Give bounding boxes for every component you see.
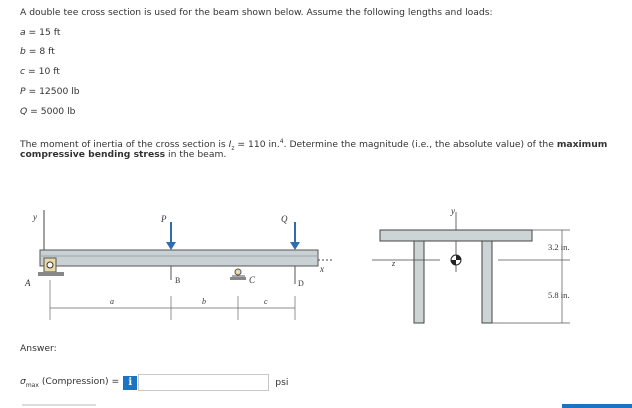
label-Q: Q [281, 214, 288, 224]
label-z: z [392, 259, 396, 268]
roller-support-icon [230, 269, 246, 280]
answer-input[interactable] [138, 374, 269, 391]
question-intro: A double tee cross section is used for the beam shown below. Assume the following lengths and loads: [20, 7, 493, 18]
y-label-left: y [33, 212, 37, 222]
param-Q: Q = 5000 lb [20, 106, 76, 117]
load-arrow-Q [290, 222, 300, 250]
answer-label: Answer: [20, 343, 57, 354]
label-b: b [202, 297, 206, 306]
label-c: c [264, 297, 268, 306]
label-a: a [110, 297, 114, 306]
param-c: c = 10 ft [20, 66, 60, 77]
beam [40, 250, 318, 266]
centroid-icon [451, 255, 461, 265]
sigma-label: $\sigma_{max}$ (Compression) = [20, 376, 120, 389]
dimension-line-abc [50, 280, 295, 320]
label-D: D [298, 279, 304, 288]
question-compressive-line: compressive bending stress in the beam. [20, 149, 227, 160]
load-arrow-P [166, 222, 176, 250]
label-C: C [249, 275, 256, 285]
beam-figure [20, 200, 612, 340]
answer-row [20, 374, 288, 391]
dim-bottom: 5.8 in. [548, 290, 570, 300]
unit-label: psi [275, 377, 289, 388]
param-P: P = 12500 lb [20, 86, 80, 97]
label-P: P [161, 214, 167, 224]
label-A: A [25, 278, 31, 288]
info-icon[interactable]: i [123, 376, 137, 390]
submit-button-edge[interactable] [562, 404, 632, 408]
label-B: B [175, 276, 181, 285]
question-moment-line: The moment of inertia of the cross section is $I_z = 110$ in.$^4$. Determine the magnitude (i.e., the absolute value) of the maximum [20, 138, 608, 152]
dim-top: 3.2 in. [548, 242, 570, 252]
param-a: a = 15 ft [20, 27, 61, 38]
bottom-left-divider [22, 404, 96, 406]
label-x: x [320, 264, 324, 274]
y-label-right: y [451, 206, 455, 216]
param-b: b = 8 ft [20, 46, 55, 57]
